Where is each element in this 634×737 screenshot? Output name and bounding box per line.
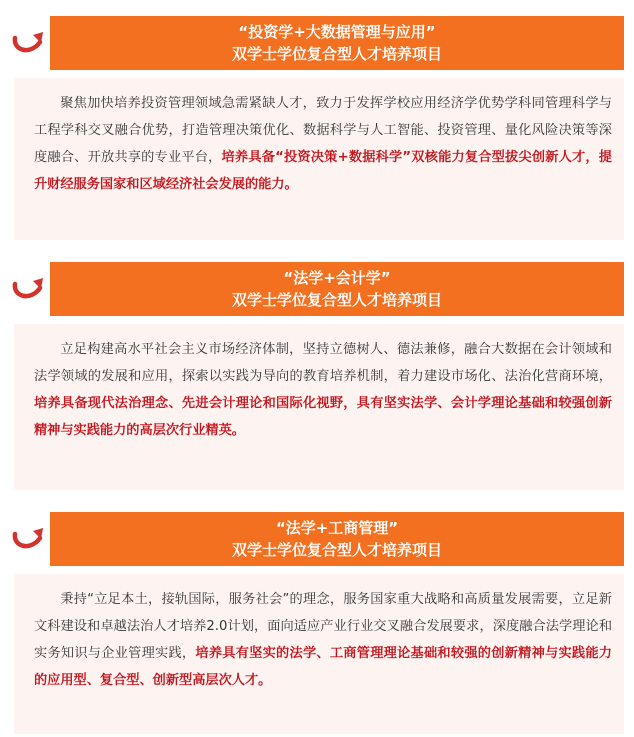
program-section-1 [0,8,634,240]
section-body [14,78,624,240]
section-header-row [0,254,634,316]
section-header-row [0,504,634,566]
section-subtitle: 双学士学位复合型人才培养项目 [231,541,442,559]
section-body-highlight: 培养具备“投资决策+数据科学”双核能力复合型拔尖创新人才，提升财经服务国家和区域经济社会发展的能力。 [34,150,612,192]
program-section-3 [0,504,634,734]
section-title-bar [50,16,624,70]
section-title-bar [50,512,624,566]
section-title-bar [50,262,624,316]
curved-arrow-icon [10,26,44,56]
section-header-row [0,8,634,70]
section-title: “法学+工商管理” [275,519,399,537]
section-body-text: 聚焦加快培养投资管理领域急需紧缺人才，致力于发挥学校应用经济学优势学科同管理科学与工程学科交叉融合优势，打造管理决策优化、数据科学与人工智能、投资管理、量化风险决策等深度融合、开放共享的专业平台， [34,96,612,165]
section-title: “投资学+大数据管理与应用” [238,23,436,41]
program-section-2 [0,254,634,490]
section-body [14,324,624,490]
curved-arrow-icon [10,522,44,552]
section-body [14,574,624,734]
section-body-text: 立足构建高水平社会主义市场经济体制，坚持立德树人、德法兼修，融合大数据在会计领域和法学领域的发展和应用，探索以实践为导向的教育培养机制，着力建设市场化、法治化营商环境， [34,342,612,384]
section-body-text: 秉持“立足本土，接轨国际，服务社会”的理念，服务国家重大战略和高质量发展需要，立足新文科建设和卓越法治人才培养2.0计划，面向适应产业行业交叉融合发展要求，深度融合法学理论和实务知识与企业管理实践， [34,592,612,661]
curved-arrow-icon [10,272,44,302]
section-body-highlight: 培养具备现代法治理念、先进会计理论和国际化视野，具有坚实法学、会计学理论基础和较强创新精神与实践能力的高层次行业精英。 [34,396,612,438]
section-body-highlight: 培养具有坚实的法学、工商管理理论基础和较强的创新精神与实践能力的应用型、复合型、创新型高层次人才。 [34,646,612,688]
section-title: “法学+会计学” [283,269,391,287]
section-subtitle: 双学士学位复合型人才培养项目 [231,291,442,309]
section-subtitle: 双学士学位复合型人才培养项目 [231,45,442,63]
